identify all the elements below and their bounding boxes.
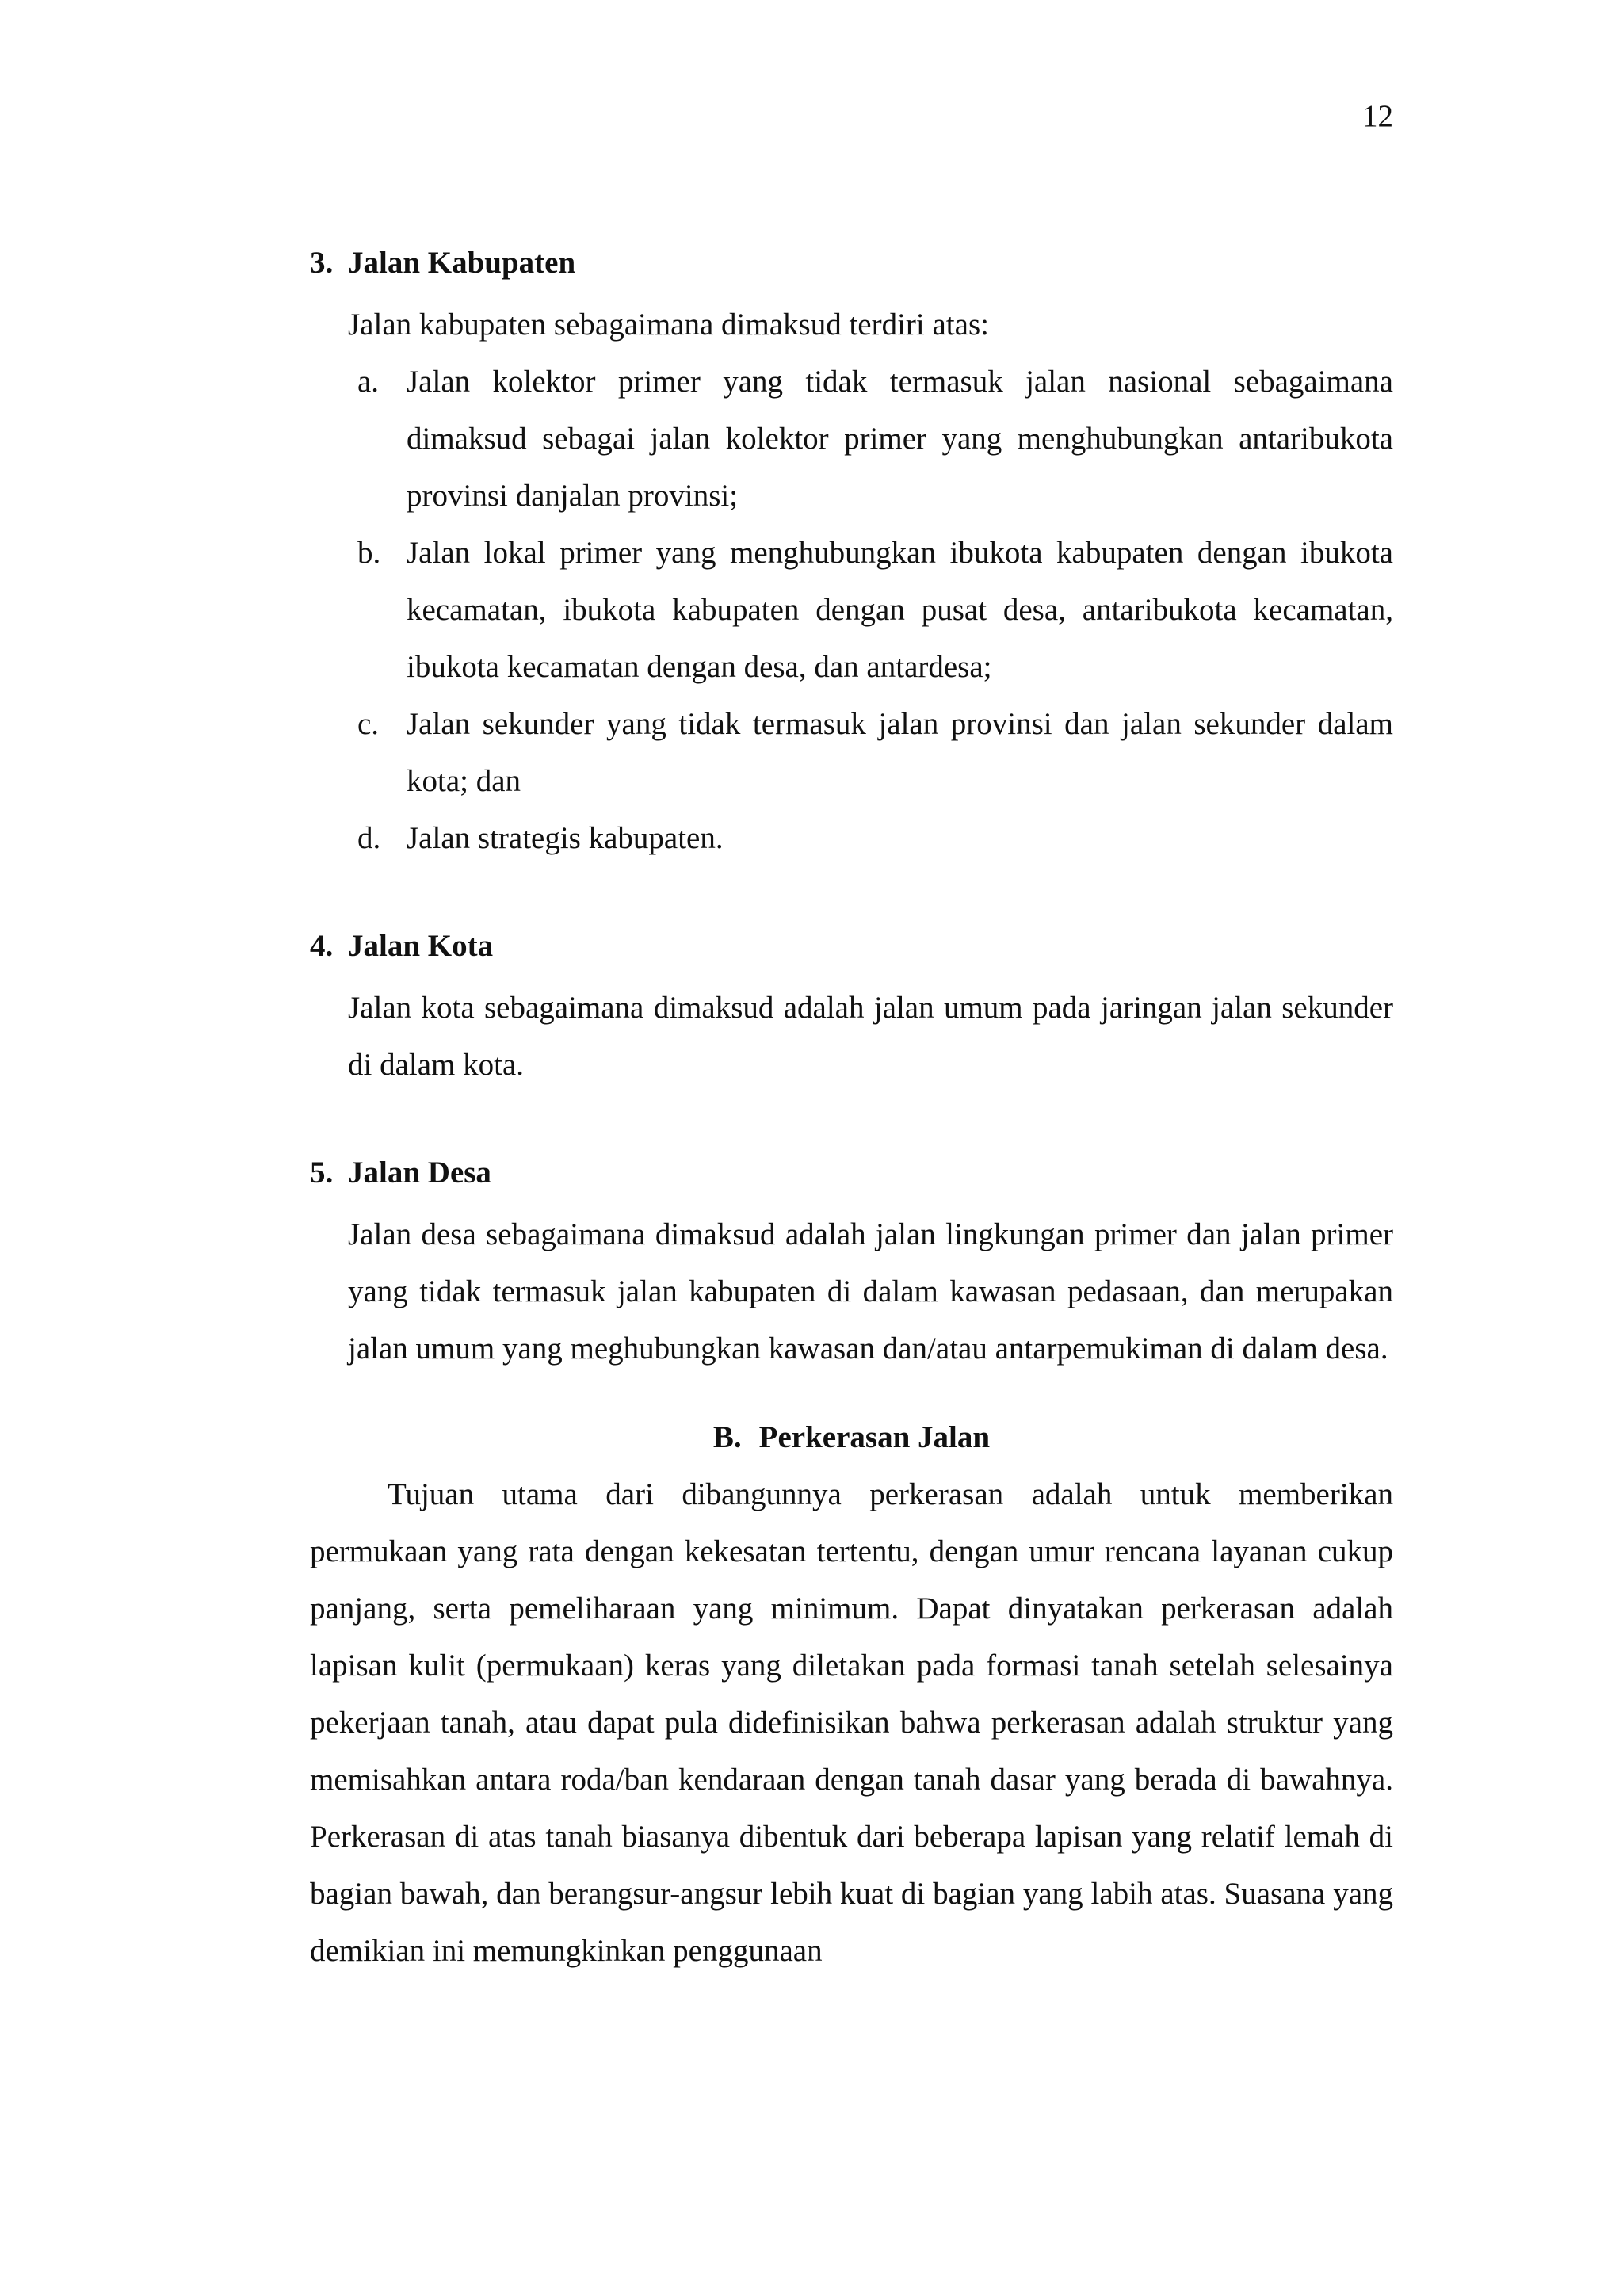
section-text: Jalan desa sebagaimana dimaksud adalah jalan lingkungan primer dan jalan primer yang tidak termasuk jalan kabupaten di dalam kawasan pedasaan, dan merupakan jalan umum yang meghubungkan kawasan dan/atau antarpemukiman di dalam desa. [348,1217,1393,1366]
section-jalan-kabupaten [310,239,1393,867]
list-marker: d. [357,821,381,855]
section-title: Jalan Kabupaten [348,246,576,280]
section-gap [310,1094,1393,1149]
list-item-text: Jalan sekunder yang tidak termasuk jalan provinsi dan jalan sekunder dalam kota; dan [407,707,1393,798]
heading-letter: B. [712,1420,742,1454]
list-item-text: Jalan kolektor primer yang tidak termasuk jalan nasional sebagaimana dimaksud sebagai jalan kolektor primer yang menghubungkan antaribukota provinsi danjalan provinsi; [407,365,1393,513]
page-content [310,239,1393,1980]
jalan-kabupaten-list [310,353,1393,867]
section-heading [310,239,1393,296]
list-item-b [310,525,1393,696]
section-title: Jalan Kota [348,929,494,963]
list-item-d [310,810,1393,867]
section-jalan-desa [310,1149,1393,1377]
section-intro: Jalan kabupaten sebagaimana dimaksud terdiri atas: [348,308,989,342]
list-item-c [310,696,1393,810]
section-title: Jalan Desa [348,1156,491,1190]
section-number: 3. [310,246,334,280]
chapter-heading-b [310,1409,1393,1466]
section-number: 5. [310,1156,334,1190]
section-text: Jalan kota sebagaimana dimaksud adalah jalan umum pada jaringan jalan sekunder di dalam kota. [348,991,1393,1082]
body-paragraph: Tujuan utama dari dibangunnya perkerasan adalah untuk memberikan permukaan yang rata dengan kekesatan tertentu, dengan umur rencana layanan cukup panjang, serta pemeliharaan yang minimum. Dapat dinyatakan perkerasan adalah lapisan kulit (permukaan) keras yang diletakan pada formasi tanah setelah selesainya pekerjaan tanah, atau dapat pula didefinisikan bahwa perkerasan adalah struktur yang memisahkan antara roda/ban kendaraan dengan tanah dasar yang berada di bawahnya. Perkerasan di atas tanah biasanya dibentuk dari beberapa lapisan yang relatif lemah di bagian bawah, dan berangsur-angsur lebih kuat di bagian yang labih atas. Suasana yang demikian ini memungkinkan penggunaan [310,1477,1393,1968]
section-gap [310,867,1393,923]
section-heading [310,923,1393,980]
heading-title: Perkerasan Jalan [758,1420,991,1454]
list-item-text: Jalan lokal primer yang menghubungkan ibukota kabupaten dengan ibukota kecamatan, ibukota kabupaten dengan pusat desa, antaribukota kecamatan, ibukota kecamatan dengan desa, dan antardesa; [407,536,1393,684]
list-marker: b. [357,536,381,570]
list-item-a [310,353,1393,525]
section-number: 4. [310,929,334,963]
section-jalan-kota [310,923,1393,1094]
list-marker: a. [357,365,380,399]
list-item-text: Jalan strategis kabupaten. [407,821,724,855]
section-heading [310,1149,1393,1206]
page-number: 12 [1362,99,1393,133]
list-marker: c. [357,707,380,741]
